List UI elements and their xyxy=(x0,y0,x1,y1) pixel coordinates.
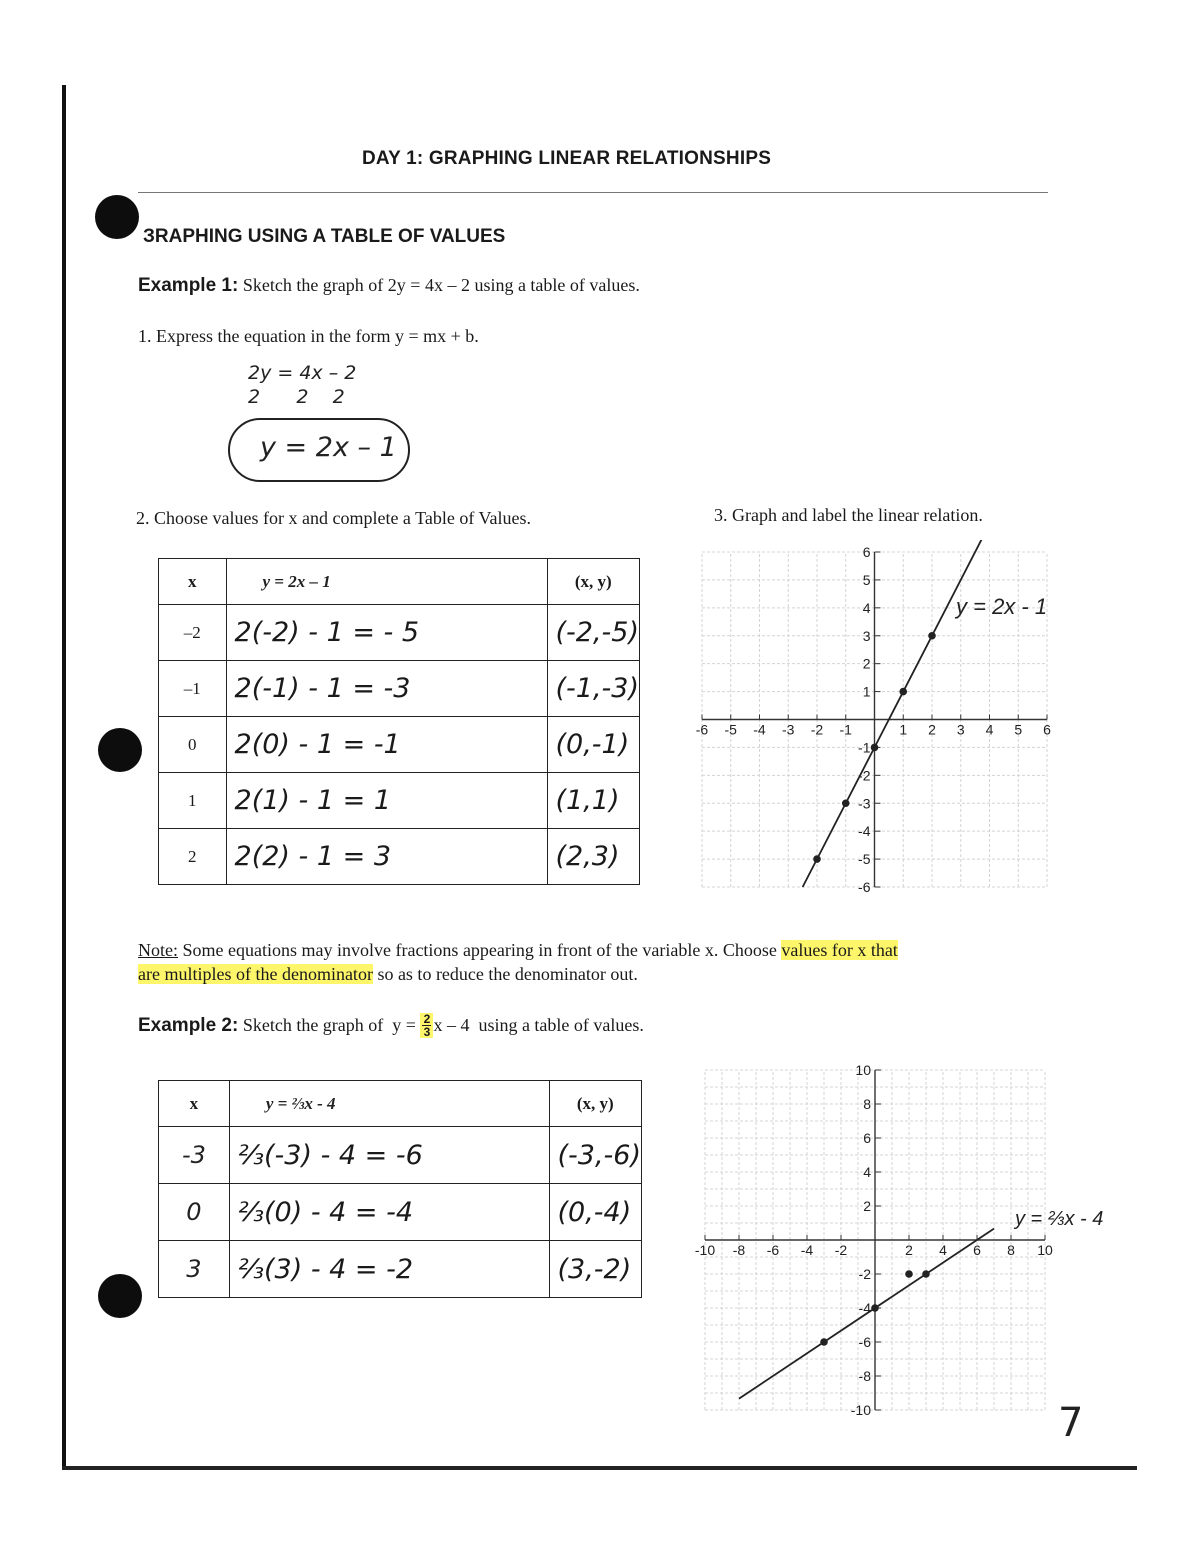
graph-2 xyxy=(680,1060,1120,1425)
table1-point: (2,3) xyxy=(547,829,640,885)
table1-calc: 2(1) - 1 = 1 xyxy=(226,773,547,829)
table2-point: (0,-4) xyxy=(549,1184,642,1241)
work-result-circle xyxy=(228,418,410,482)
y-tick-label: -3 xyxy=(858,795,871,812)
table2-header-x: x xyxy=(159,1081,230,1127)
y-tick-label: -10 xyxy=(850,1402,871,1418)
example2-prompt xyxy=(138,1013,644,1038)
x-tick-label: -2 xyxy=(810,721,824,738)
work-line-2: 2 2 2 xyxy=(248,386,345,408)
table1-x: –2 xyxy=(159,605,227,661)
x-tick-label: -8 xyxy=(732,1242,746,1258)
y-tick-label: 2 xyxy=(862,655,871,672)
data-point xyxy=(928,632,936,640)
table1-x: 2 xyxy=(159,829,227,885)
table2-x: -3 xyxy=(159,1127,230,1184)
y-tick-label: -1 xyxy=(858,739,871,756)
y-tick-label: -2 xyxy=(858,1266,871,1282)
note-paragraph xyxy=(138,938,1058,986)
example1-prompt xyxy=(138,275,640,297)
y-tick-label: -4 xyxy=(858,1300,871,1316)
data-point xyxy=(871,1304,879,1312)
example1-step2: 2. Choose values for x and complete a Table of Values. xyxy=(136,508,531,528)
example1-label: Example 1: xyxy=(138,275,239,296)
x-tick-label: -3 xyxy=(782,721,795,738)
x-tick-label: -10 xyxy=(694,1242,716,1258)
data-point xyxy=(922,1270,930,1278)
graph-label: y = 2x - 1 xyxy=(956,594,1048,619)
data-point xyxy=(899,688,907,696)
data-point xyxy=(820,1338,828,1346)
x-tick-label: -4 xyxy=(753,721,766,738)
example1-text: Sketch the graph of 2y = 4x – 2 using a table of values. xyxy=(242,275,640,295)
note-highlight-1: values for x that xyxy=(781,940,898,960)
table-row xyxy=(159,1184,642,1241)
y-tick-label: 5 xyxy=(862,571,871,588)
y-tick-label: 6 xyxy=(862,544,871,560)
y-tick-label: -4 xyxy=(858,823,871,840)
example2-fraction xyxy=(420,1013,433,1038)
table1-calc: 2(0) - 1 = -1 xyxy=(226,717,547,773)
table-row xyxy=(159,773,640,829)
title-rule xyxy=(138,192,1048,193)
table1-point: (1,1) xyxy=(547,773,640,829)
table1-header-equation: y = 2x – 1 xyxy=(226,559,547,605)
graph-1 xyxy=(690,540,1070,930)
table-of-values-1 xyxy=(158,558,640,885)
fraction-numerator: 2 xyxy=(423,1012,431,1026)
work-line-1: 2y = 4x – 2 xyxy=(248,362,357,384)
table1-x: –1 xyxy=(159,661,227,717)
table2-calc: ⅔(-3) - 4 = -6 xyxy=(229,1127,549,1184)
note-label: Note: xyxy=(138,940,178,960)
table2-x: 3 xyxy=(159,1241,230,1298)
page-left-border xyxy=(62,85,66,1470)
table2-point: (-3,-6) xyxy=(549,1127,642,1184)
x-tick-label: 8 xyxy=(1007,1242,1015,1258)
note-text-1: Some equations may involve fractions appearing in front of the variable x. Choose xyxy=(178,940,782,960)
work-result: y = 2x – 1 xyxy=(260,432,397,463)
example1-step1: 1. Express the equation in the form y = mx + b. xyxy=(138,326,479,346)
x-tick-label: -4 xyxy=(800,1242,814,1258)
table-row xyxy=(159,605,640,661)
y-tick-label: 10 xyxy=(855,1062,871,1078)
punch-hole-bottom xyxy=(98,1274,142,1318)
series-line xyxy=(803,540,984,887)
example2-text-post: x – 4 using a table of values. xyxy=(433,1015,644,1035)
section-heading: ЗRAPHING USING A TABLE OF VALUES xyxy=(143,226,506,247)
y-tick-label: -6 xyxy=(858,1334,871,1350)
data-point xyxy=(813,855,821,863)
x-tick-label: 6 xyxy=(1043,721,1051,738)
x-tick-label: 6 xyxy=(973,1242,981,1258)
x-tick-label: 2 xyxy=(928,721,936,738)
table2-calc: ⅔(0) - 4 = -4 xyxy=(229,1184,549,1241)
x-tick-label: 5 xyxy=(1014,721,1023,738)
y-tick-label: -6 xyxy=(858,879,871,895)
punch-hole-middle xyxy=(98,728,142,772)
table1-x: 0 xyxy=(159,717,227,773)
y-tick-label: 2 xyxy=(863,1198,871,1214)
x-tick-label: 2 xyxy=(905,1242,913,1258)
data-point xyxy=(905,1270,913,1278)
data-point xyxy=(842,799,850,807)
data-point xyxy=(871,744,879,752)
table1-calc: 2(-2) - 1 = - 5 xyxy=(226,605,547,661)
x-tick-label: 4 xyxy=(985,721,994,738)
x-tick-label: -1 xyxy=(839,721,852,738)
y-tick-label: 4 xyxy=(863,1164,871,1180)
punch-hole-top xyxy=(95,195,139,239)
table1-header-point: (x, y) xyxy=(547,559,640,605)
note-text-2: so as to reduce the denominator out. xyxy=(372,964,638,984)
y-tick-label: 6 xyxy=(863,1130,871,1146)
x-tick-label: 3 xyxy=(956,721,965,738)
table1-calc: 2(2) - 1 = 3 xyxy=(226,829,547,885)
y-tick-label: 3 xyxy=(862,627,871,644)
y-tick-label: -5 xyxy=(858,851,871,868)
table-of-values-2 xyxy=(158,1080,642,1298)
y-tick-label: 4 xyxy=(862,599,871,616)
table1-point: (-1,-3) xyxy=(547,661,640,717)
table2-header-equation: y = ⅔x - 4 xyxy=(229,1081,549,1127)
y-tick-label: 1 xyxy=(862,683,871,700)
fraction-denominator: 3 xyxy=(423,1025,431,1039)
table-row xyxy=(159,829,640,885)
table2-header-point: (x, y) xyxy=(549,1081,642,1127)
x-tick-label: -6 xyxy=(766,1242,780,1258)
y-tick-label: -2 xyxy=(858,767,871,784)
note-highlight-2: are multiples of the denominator xyxy=(138,964,373,984)
table-row xyxy=(159,1241,642,1298)
example2-label: Example 2: xyxy=(138,1014,239,1036)
x-tick-label: 10 xyxy=(1037,1242,1053,1258)
graph-label: y = ⅔x - 4 xyxy=(1015,1208,1104,1230)
table1-point: (-2,-5) xyxy=(547,605,640,661)
example2-text-pre: Sketch the graph of y = xyxy=(242,1015,421,1035)
table-row xyxy=(159,717,640,773)
x-tick-label: -5 xyxy=(724,721,737,738)
x-tick-label: -6 xyxy=(695,721,709,738)
example1-step3: 3. Graph and label the linear relation. xyxy=(714,505,983,525)
table2-calc: ⅔(3) - 4 = -2 xyxy=(229,1241,549,1298)
x-tick-label: 1 xyxy=(899,721,908,738)
table1-x: 1 xyxy=(159,773,227,829)
table-row xyxy=(159,661,640,717)
page-bottom-border xyxy=(62,1466,1137,1470)
x-tick-label: -2 xyxy=(834,1242,848,1258)
table2-point: (3,-2) xyxy=(549,1241,642,1298)
y-tick-label: -8 xyxy=(858,1368,871,1384)
table2-x: 0 xyxy=(159,1184,230,1241)
x-tick-label: 4 xyxy=(939,1242,947,1258)
page-number: 7 xyxy=(1058,1400,1084,1446)
table1-calc: 2(-1) - 1 = -3 xyxy=(226,661,547,717)
page-title: DAY 1: GRAPHING LINEAR RELATIONSHIPS xyxy=(362,148,772,169)
table-row xyxy=(159,1127,642,1184)
y-tick-label: 8 xyxy=(863,1096,871,1112)
table1-point: (0,-1) xyxy=(547,717,640,773)
table1-header-x: x xyxy=(159,559,227,605)
